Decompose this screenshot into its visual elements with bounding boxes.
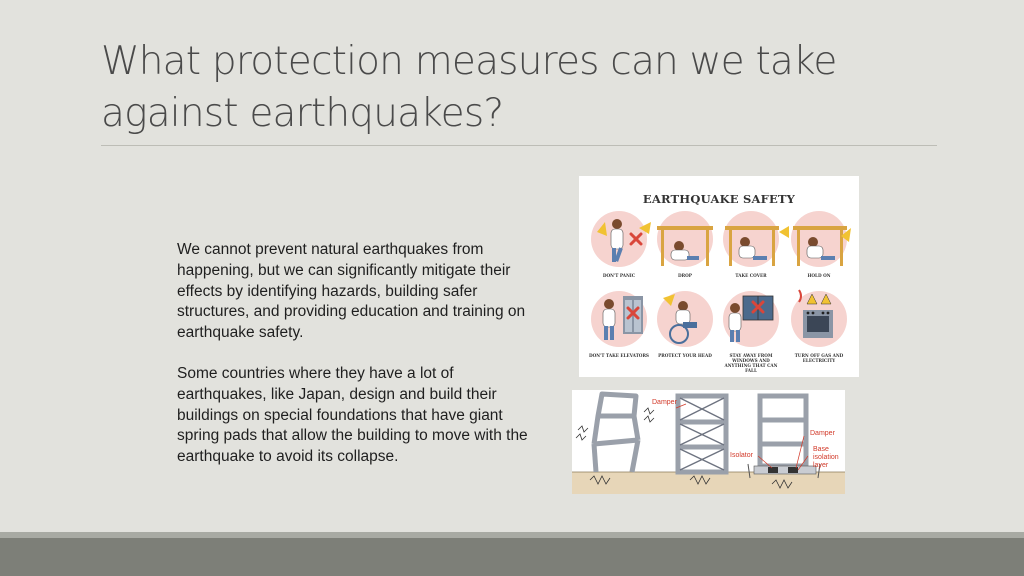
building-frames-illustration	[572, 390, 845, 494]
dampers	[680, 398, 724, 470]
footer-stripe	[0, 532, 1024, 538]
isolator-block	[768, 467, 778, 473]
poster-title: EARTHQUAKE SAFETY	[642, 192, 796, 206]
turn-off-gas-illustration	[791, 290, 847, 347]
caption-dont-panic: DON'T PANIC	[602, 273, 636, 278]
shake-marks	[576, 408, 654, 440]
caption-hold-on: HOLD ON	[807, 273, 831, 278]
caption-take-cover: TAKE COVER	[735, 273, 767, 278]
footer-band	[0, 532, 1024, 576]
label-damper-middle: Damper	[652, 399, 677, 406]
caption-stay-away-from-windows: STAY AWAY FROM WINDOWS AND ANYTHING THAT CAN FALL	[724, 353, 778, 373]
building-isolation-diagram	[572, 390, 845, 494]
caption-protect-your-head: PROTECT YOUR HEAD	[658, 353, 712, 358]
dont-panic-illustration	[591, 211, 647, 267]
isolator-block	[788, 467, 798, 473]
label-damper-right: Damper	[810, 430, 835, 437]
swaying-building	[594, 394, 638, 472]
caption-dont-take-elevators: DON'T TAKE ELEVATORS	[589, 353, 649, 358]
label-base-isolation: Base isolation layer	[813, 446, 839, 469]
slide-body	[177, 240, 547, 488]
title-divider	[101, 145, 937, 146]
hold-on-illustration	[791, 211, 851, 267]
take-cover-illustration	[723, 211, 789, 267]
drop-illustration	[639, 211, 713, 267]
isolation-layer	[754, 466, 816, 474]
caption-turn-off-gas: TURN OFF GAS AND ELECTRICITY	[794, 353, 844, 363]
label-isolator: Isolator	[730, 452, 753, 459]
earthquake-safety-poster	[579, 176, 859, 377]
protect-your-head-illustration	[657, 291, 713, 347]
body-paragraph-2: Some countries where they have a lot of earthquakes, like Japan, design and build their buildings on special foundations that have giant spring pads that allow the building to move with the earthquake to avoid its collapse.	[177, 364, 528, 466]
body-paragraph-1: We cannot prevent natural earthquakes from happening, but we can significantly mitigate their effects by identifying hazards, building safer structures, and providing education and training on earthquake safety.	[177, 241, 526, 342]
stay-away-from-windows-illustration	[723, 291, 779, 347]
caption-drop: DROP	[678, 273, 692, 278]
dont-take-elevators-illustration	[591, 291, 647, 347]
slide-title: What protection measures can we take against earthquakes?	[101, 39, 837, 136]
